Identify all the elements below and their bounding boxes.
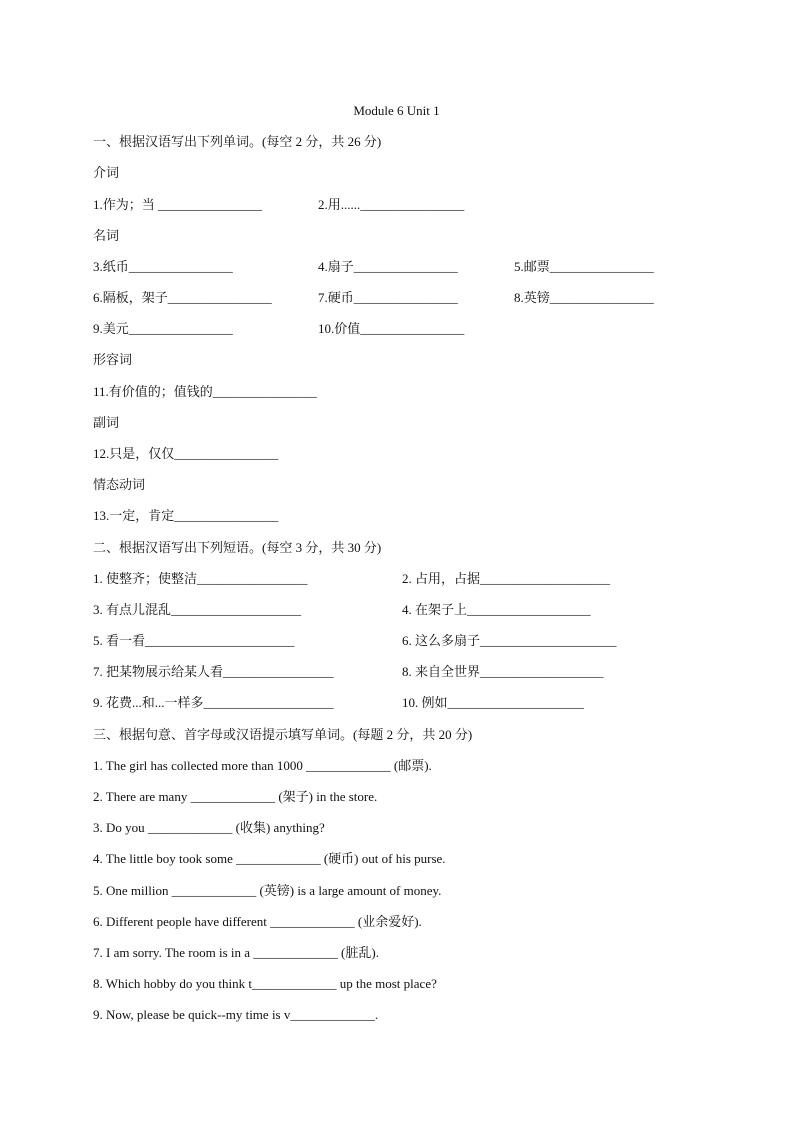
phrase-question-9: 9. 花费...和...一样多____________________	[93, 695, 334, 710]
phrase-question-10: 10. 例如_____________________	[402, 695, 585, 710]
fill-question-1: 1. The girl has collected more than 1000 _____________ (邮票).	[93, 758, 432, 773]
word-question-12: 12.只是，仅仅________________	[93, 446, 279, 461]
section-2-heading: 二、根据汉语写出下列短语。(每空 3 分，共 30 分)	[93, 540, 382, 555]
word-question-11: 11.有价值的；值钱的________________	[93, 384, 317, 399]
fill-question-9: 9. Now, please be quick--my time is v_____________.	[93, 1007, 379, 1022]
word-question-4: 4.扇子________________	[318, 259, 458, 274]
category-modal-verb-label: 情态动词	[93, 477, 146, 492]
phrase-question-2: 2. 占用，占据____________________	[402, 571, 611, 586]
word-question-3: 3.纸币________________	[93, 259, 233, 274]
phrase-question-6: 6. 这么多扇子_____________________	[402, 633, 617, 648]
phrase-question-7: 7. 把某物展示给某人看_________________	[93, 664, 334, 679]
word-question-2: 2.用......________________	[318, 197, 465, 212]
fill-question-3: 3. Do you _____________ (收集) anything?	[93, 820, 325, 835]
word-question-6: 6.隔板，架子________________	[93, 290, 272, 305]
phrase-question-1: 1. 使整齐；使整洁_________________	[93, 571, 308, 586]
category-noun-label: 名词	[93, 228, 120, 243]
category-adjective-label: 形容词	[93, 352, 133, 367]
section-3-heading: 三、根据句意、首字母或汉语提示填写单词。(每题 2 分，共 20 分)	[93, 727, 473, 742]
phrase-question-3: 3. 有点儿混乱____________________	[93, 602, 302, 617]
fill-question-4: 4. The little boy took some _____________ (硬币) out of his purse.	[93, 851, 446, 866]
fill-question-2: 2. There are many _____________ (架子) in the store.	[93, 789, 378, 804]
category-adverb-label: 副词	[93, 415, 120, 430]
phrase-question-8: 8. 来自全世界___________________	[402, 664, 604, 679]
category-preposition-label: 介词	[93, 165, 120, 180]
fill-question-6: 6. Different people have different _____________ (业余爱好).	[93, 914, 422, 929]
word-question-7: 7.硬币________________	[318, 290, 458, 305]
word-question-9: 9.美元________________	[93, 321, 233, 336]
page-title: Module 6 Unit 1	[353, 103, 440, 118]
word-question-1: 1.作为；当 ________________	[93, 197, 263, 212]
word-question-10: 10.价值________________	[318, 321, 465, 336]
word-question-5: 5.邮票________________	[514, 259, 654, 274]
word-question-13: 13.一定，肯定________________	[93, 508, 279, 523]
phrase-question-5: 5. 看一看_______________________	[93, 633, 295, 648]
fill-question-8: 8. Which hobby do you think t_____________ up the most place?	[93, 976, 437, 991]
word-question-8: 8.英镑________________	[514, 290, 654, 305]
phrase-question-4: 4. 在架子上___________________	[402, 602, 591, 617]
section-1-heading: 一、根据汉语写出下列单词。(每空 2 分，共 26 分)	[93, 134, 382, 149]
fill-question-7: 7. I am sorry. The room is in a _____________ (脏乱).	[93, 945, 379, 960]
fill-question-5: 5. One million _____________ (英镑) is a large amount of money.	[93, 883, 442, 898]
